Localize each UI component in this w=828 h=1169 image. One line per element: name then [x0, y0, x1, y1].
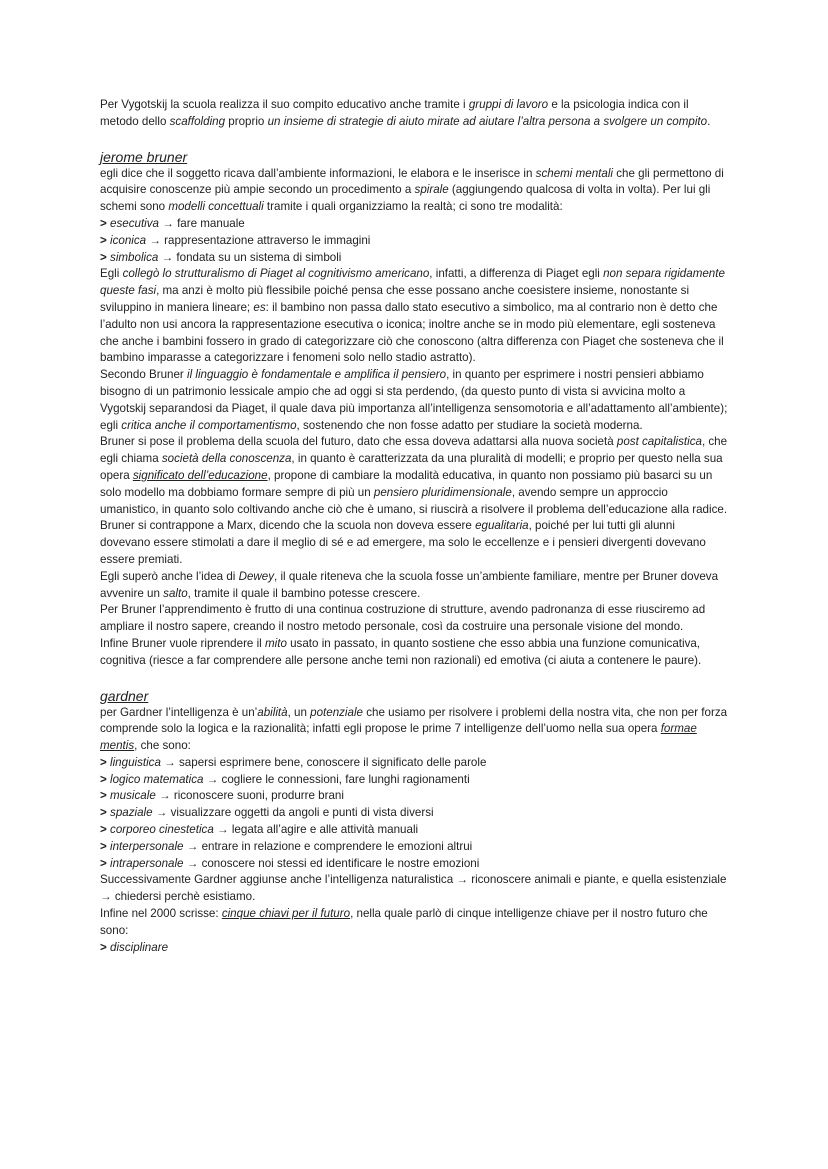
text: per Gardner l’intelligenza è un’: [100, 705, 258, 719]
bullet: >: [100, 216, 107, 230]
list-item-intelligence: [100, 856, 728, 873]
bullet: >: [100, 755, 107, 769]
text: egli dice che il soggetto ricava dall’ambiente informazioni, le elabora e le inserisce in: [100, 166, 536, 180]
text: che usiamo per risolvere i problemi della nostra vita, che non per forza comprende solo la logica e la razionalità; infatti egli propose le prime 7 intelligenze dell’uomo nella sua opera: [100, 705, 728, 736]
term: intrapersonale: [110, 856, 184, 870]
arrow-icon: →: [217, 823, 229, 837]
emphasis: collegò lo strutturalismo di Piaget al cognitivismo americano: [122, 267, 430, 281]
emphasis: spirale: [414, 183, 449, 197]
bruner-paragraph-3: [100, 367, 728, 434]
bruner-paragraph-4: [100, 434, 728, 518]
bullet: >: [100, 772, 107, 786]
bruner-paragraph-1: [100, 166, 728, 216]
emphasis: non separa rigidamente queste fasi: [100, 267, 725, 298]
description: visualizzare oggetti da angoli e punti di vista diversi: [170, 806, 434, 820]
arrow-icon: →: [186, 839, 199, 853]
bullet: >: [100, 839, 107, 853]
text: , in quanto per esprimere i nostri pensieri abbiamo bisogno di un patrimonio lessicale ampio che ad oggi si sta perdendo, (da questo punto di vista si avvicina molto a Vygotskij separandosi da Piaget, il quale dava più importanza all’intelligenza sensomotoria e all’adattamento all’ambiente); egli: [100, 368, 728, 432]
text: tramite i quali organizziamo la realtà; ci sono tre modalità:: [263, 200, 563, 214]
arrow-icon: →: [162, 216, 174, 230]
book-title: significato dell’educazione: [132, 468, 268, 482]
emphasis: il linguaggio è fondamentale e amplifica il pensiero: [187, 368, 447, 382]
text: Secondo Bruner: [100, 368, 188, 382]
gardner-paragraph-1: [100, 705, 728, 755]
arrow-icon: →: [155, 806, 168, 820]
emphasis: modelli concettuali: [168, 200, 264, 214]
text: , ma anzi è molto più flessibile poiché pensa che esse possano anche coesistere insieme, nonostante si sviluppino in maniera lineare;: [100, 284, 690, 314]
text: , in quanto è caratterizzata da una pluralità di modelli; e proprio per questo nella sua opera: [100, 452, 723, 482]
text: che gli permettono di acquisire conoscenze più ampie secondo un procedimento a: [100, 166, 724, 197]
text: Infine Bruner vuole riprendere il: [100, 636, 265, 650]
section-heading-gardner: gardner: [100, 687, 149, 704]
emphasis: abilità: [257, 705, 288, 719]
list-item-mode: [100, 216, 728, 233]
emphasis: potenziale: [310, 705, 363, 719]
bullet: >: [100, 856, 107, 870]
gardner-paragraph-3: [100, 906, 728, 940]
description: fare manuale: [177, 216, 245, 230]
emphasis: es: [253, 300, 266, 314]
text: , il quale riteneva che la scuola fosse un’ambiente familiare, mentre per Bruner doveva avvenire un: [100, 569, 719, 600]
emphasis: scaffolding: [169, 114, 226, 128]
term: corporeo cinestetica: [110, 823, 214, 837]
bruner-paragraph-7: Per Bruner l’apprendimento è frutto di una continua costruzione di strutture, avendo padronanza di esse riusciremo ad ampliare il nostro sapere, creando il nostro metodo personale, così da costruire una personale visione del mondo.: [100, 603, 706, 634]
arrow-icon: →: [161, 250, 174, 264]
book-title: cinque chiavi per il futuro: [221, 907, 351, 921]
text: Egli: [100, 267, 123, 281]
description: riconoscere suoni, produrre brani: [173, 789, 344, 803]
term: esecutiva: [110, 216, 159, 230]
arrow-icon: →: [186, 856, 199, 870]
text: Egli superò anche l’idea di: [100, 569, 239, 583]
bullet: >: [100, 233, 107, 247]
text: .: [707, 114, 711, 128]
term: musicale: [110, 789, 156, 803]
emphasis: gruppi di lavoro: [468, 98, 549, 111]
list-item-intelligence: [100, 755, 728, 772]
text: , poiché per lui tutti gli alunni dovevano essere stimolati a dare il meglio di sé e ad emergere, ma solo le eccellenze e i pensieri divergenti dovevano essere premiati.: [100, 519, 706, 566]
bullet: >: [100, 250, 107, 264]
text: usato in passato, in quanto sostiene che esso abbia una funzione comunicativa, cognitiva (riesce a far comprendere alle persone anche temi non razionali) ed emotiva (ci aiuta a contenere le paure).: [100, 636, 702, 667]
bruner-paragraph-6: [100, 569, 728, 603]
emphasis: schemi mentali: [535, 166, 613, 180]
bullet: >: [100, 789, 107, 803]
text: Bruner si contrappone a Marx, dicendo che la scuola non doveva essere: [100, 519, 476, 533]
arrow-icon: →: [159, 789, 171, 803]
text: , nella quale parlò di cinque intelligenze chiave per il nostro futuro che sono:: [100, 907, 708, 937]
bullet: >: [100, 823, 107, 837]
term: interpersonale: [110, 839, 184, 853]
emphasis: società della conoscenza: [161, 452, 292, 466]
term: disciplinare: [110, 940, 169, 954]
bruner-paragraph-2: [100, 266, 728, 367]
description: rappresentazione attraverso le immagini: [164, 233, 371, 247]
text: : il bambino non passa dallo stato esecutivo a simbolico, ma al contrario non è detto che l’adulto non usi ancora la rappresentazione esecutiva o iconica; inoltre anche se in modo più elementare, egli sosteneva che anche i bambini fossero in grado di categorizzare ciò che conoscono (altra differenza con Piaget che sosteneva che il bambino imparasse a categorizzare i fenomeni solo nello stadio astratto).: [100, 300, 724, 365]
text: e la psicologia indica con il metodo dello: [100, 98, 689, 128]
emphasis: pensiero pluridimensionale: [373, 485, 512, 499]
emphasis: egualitaria: [475, 519, 529, 533]
term: logico matematica: [110, 772, 204, 786]
arrow-icon: →: [149, 233, 161, 247]
term: spaziale: [110, 806, 153, 820]
text: , infatti, a differenza di Piaget egli: [429, 267, 604, 281]
list-item-intelligence: [100, 839, 728, 856]
text: , propone di cambiare la modalità educativa, in quanto non possiamo più basarci su un solo modello ma dobbiamo formare sempre di più un: [100, 468, 713, 499]
emphasis: post capitalistica: [616, 435, 702, 449]
description: fondata su un sistema di simboli: [176, 250, 342, 264]
text: Infine nel 2000 scrisse:: [100, 907, 222, 921]
list-item-intelligence: [100, 822, 728, 839]
term: simbolica: [110, 250, 159, 264]
list-item-mode: [100, 233, 728, 250]
text: Per Vygotskij la scuola realizza il suo compito educativo anche tramite i: [100, 98, 469, 111]
list-item-key: [100, 940, 728, 957]
text: , che sono:: [134, 739, 191, 753]
list-item-mode: [100, 250, 728, 267]
emphasis: Dewey: [238, 569, 275, 583]
term: linguistica: [110, 755, 161, 769]
bullet: >: [100, 806, 107, 820]
emphasis: un insieme di strategie di aiuto mirate ad aiutare l’altra persona a svolgere un compito: [267, 114, 708, 128]
book-title: formae mentis: [100, 722, 697, 753]
text: , tramite il quale il bambino potesse crescere.: [187, 586, 421, 600]
description: legata all’agire e alle attività manuali: [231, 823, 419, 837]
text: , che egli chiama: [100, 435, 728, 466]
text: , sostenendo che non fosse adatto per studiare la società moderna.: [296, 418, 643, 432]
list-item-intelligence: [100, 788, 728, 805]
text: proprio: [225, 114, 268, 128]
bruner-paragraph-5: [100, 518, 728, 568]
emphasis: critica anche il comportamentismo: [121, 418, 297, 432]
gardner-paragraph-2: Successivamente Gardner aggiunse anche l’intelligenza naturalistica → riconoscere animali e piante, e quella esistenziale → chiedersi perchè esistiamo.: [100, 873, 727, 904]
description: cogliere le connessioni, fare lunghi ragionamenti: [221, 772, 470, 786]
term: iconica: [110, 233, 147, 247]
text: , avendo sempre un approccio umanistico, in quanto solo coltivando anche ciò che è umano, si riuscirà a risolvere il problema dell’educazione alla radice.: [100, 485, 728, 516]
spacer: [100, 670, 728, 687]
text: (aggiungendo qualcosa di volta in volta). Per lui gli schemi sono: [100, 183, 711, 214]
emphasis: salto: [163, 586, 188, 600]
emphasis: mito: [264, 636, 287, 650]
text: , un: [287, 705, 311, 719]
description: conoscere noi stessi ed identificare le nostre emozioni: [201, 856, 480, 870]
description: entrare in relazione e comprendere le emozioni altrui: [201, 839, 473, 853]
intro-paragraph: [100, 97, 728, 131]
text: Bruner si pose il problema della scuola del futuro, dato che essa doveva adattarsi alla nuova società: [100, 435, 617, 449]
bruner-paragraph-8: [100, 636, 728, 670]
list-item-intelligence: [100, 772, 728, 789]
description: sapersi esprimere bene, conoscere il significato delle parole: [179, 755, 487, 769]
bullet: >: [100, 940, 107, 954]
arrow-icon: →: [164, 755, 176, 769]
section-heading-bruner: jerome bruner: [100, 148, 188, 165]
spacer: [100, 131, 728, 148]
list-item-intelligence: [100, 805, 728, 822]
arrow-icon: →: [206, 772, 219, 786]
